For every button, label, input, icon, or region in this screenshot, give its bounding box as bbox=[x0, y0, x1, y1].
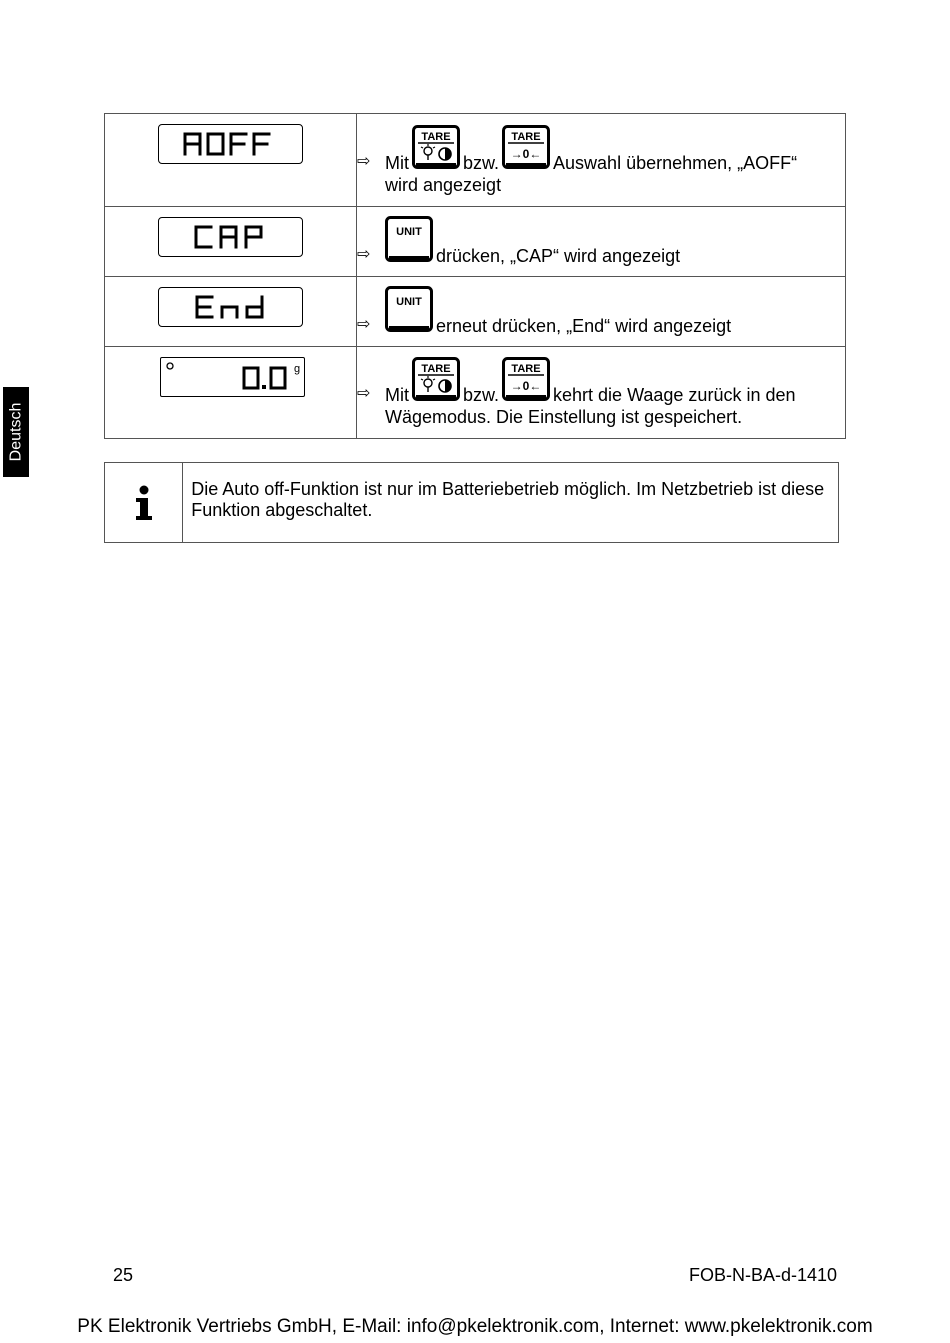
table-row bbox=[105, 277, 846, 347]
table-row bbox=[105, 114, 846, 207]
svg-text:UNIT: UNIT bbox=[396, 226, 422, 238]
instruction-cell: ⇨ Mit TARE bzw. TARE →0← kehrt die Waage zurück in den Wägemodus. Die Einstellung ist gespeichert. bbox=[357, 347, 846, 439]
lcd-display-aoff bbox=[158, 124, 303, 164]
unit-key-icon bbox=[385, 216, 433, 267]
arrow-right-icon: ⇨ bbox=[357, 316, 371, 333]
unit-key-icon bbox=[385, 286, 433, 337]
table-row bbox=[105, 207, 846, 277]
arrow-right-icon: ⇨ bbox=[357, 152, 371, 170]
svg-text:→0←: →0← bbox=[510, 379, 542, 393]
arrow-right-icon: ⇨ bbox=[357, 246, 371, 263]
svg-text:TARE: TARE bbox=[511, 363, 541, 375]
footer-company-line: PK Elektronik Vertriebs GmbH, E-Mail: info@pkelektronik.com, Internet: www.pkelektronik.com bbox=[77, 1316, 873, 1337]
display-cell bbox=[105, 207, 357, 277]
page-number: 25 bbox=[113, 1265, 134, 1285]
tare-light-key-icon bbox=[412, 125, 460, 174]
svg-text:UNIT: UNIT bbox=[396, 296, 422, 308]
language-tab bbox=[3, 387, 29, 477]
steps-table bbox=[104, 113, 846, 439]
svg-text:→0←: →0← bbox=[510, 146, 542, 161]
svg-text:TARE: TARE bbox=[421, 363, 451, 375]
lcd-display-cap bbox=[158, 217, 303, 257]
info-note bbox=[104, 462, 839, 543]
display-cell bbox=[105, 277, 357, 347]
display-cell bbox=[105, 114, 357, 207]
tare-zero-key-icon bbox=[502, 125, 550, 174]
table-row bbox=[105, 347, 846, 439]
arrow-right-icon: ⇨ bbox=[357, 385, 371, 402]
svg-text:TARE: TARE bbox=[421, 130, 451, 143]
lcd-display-zero bbox=[160, 357, 305, 397]
tare-zero-key-icon bbox=[502, 357, 550, 406]
unit-indicator: g bbox=[294, 363, 301, 375]
info-text: Die Auto off-Funktion ist nur im Batteriebetrieb möglich. Im Netzbetrieb ist diese Funktion abgeschaltet. bbox=[191, 479, 825, 520]
lcd-display-end bbox=[158, 287, 303, 327]
instruction-cell: ⇨ Mit TARE bzw. TARE →0← Auswahl übernehmen, „AOFF“ wird angezeigt bbox=[357, 114, 846, 207]
document-code: FOB-N-BA-d-1410 bbox=[688, 1265, 837, 1285]
display-cell bbox=[105, 347, 357, 439]
info-icon bbox=[105, 463, 183, 542]
language-tab-label: Deutsch bbox=[7, 402, 25, 462]
svg-text:TARE: TARE bbox=[511, 130, 541, 143]
instruction-cell: ⇨ UNIT erneut drücken, „End“ wird angezeigt bbox=[357, 277, 846, 347]
instruction-cell: ⇨ UNIT drücken, „CAP“ wird angezeigt bbox=[357, 207, 846, 277]
tare-light-key-icon bbox=[412, 357, 460, 406]
